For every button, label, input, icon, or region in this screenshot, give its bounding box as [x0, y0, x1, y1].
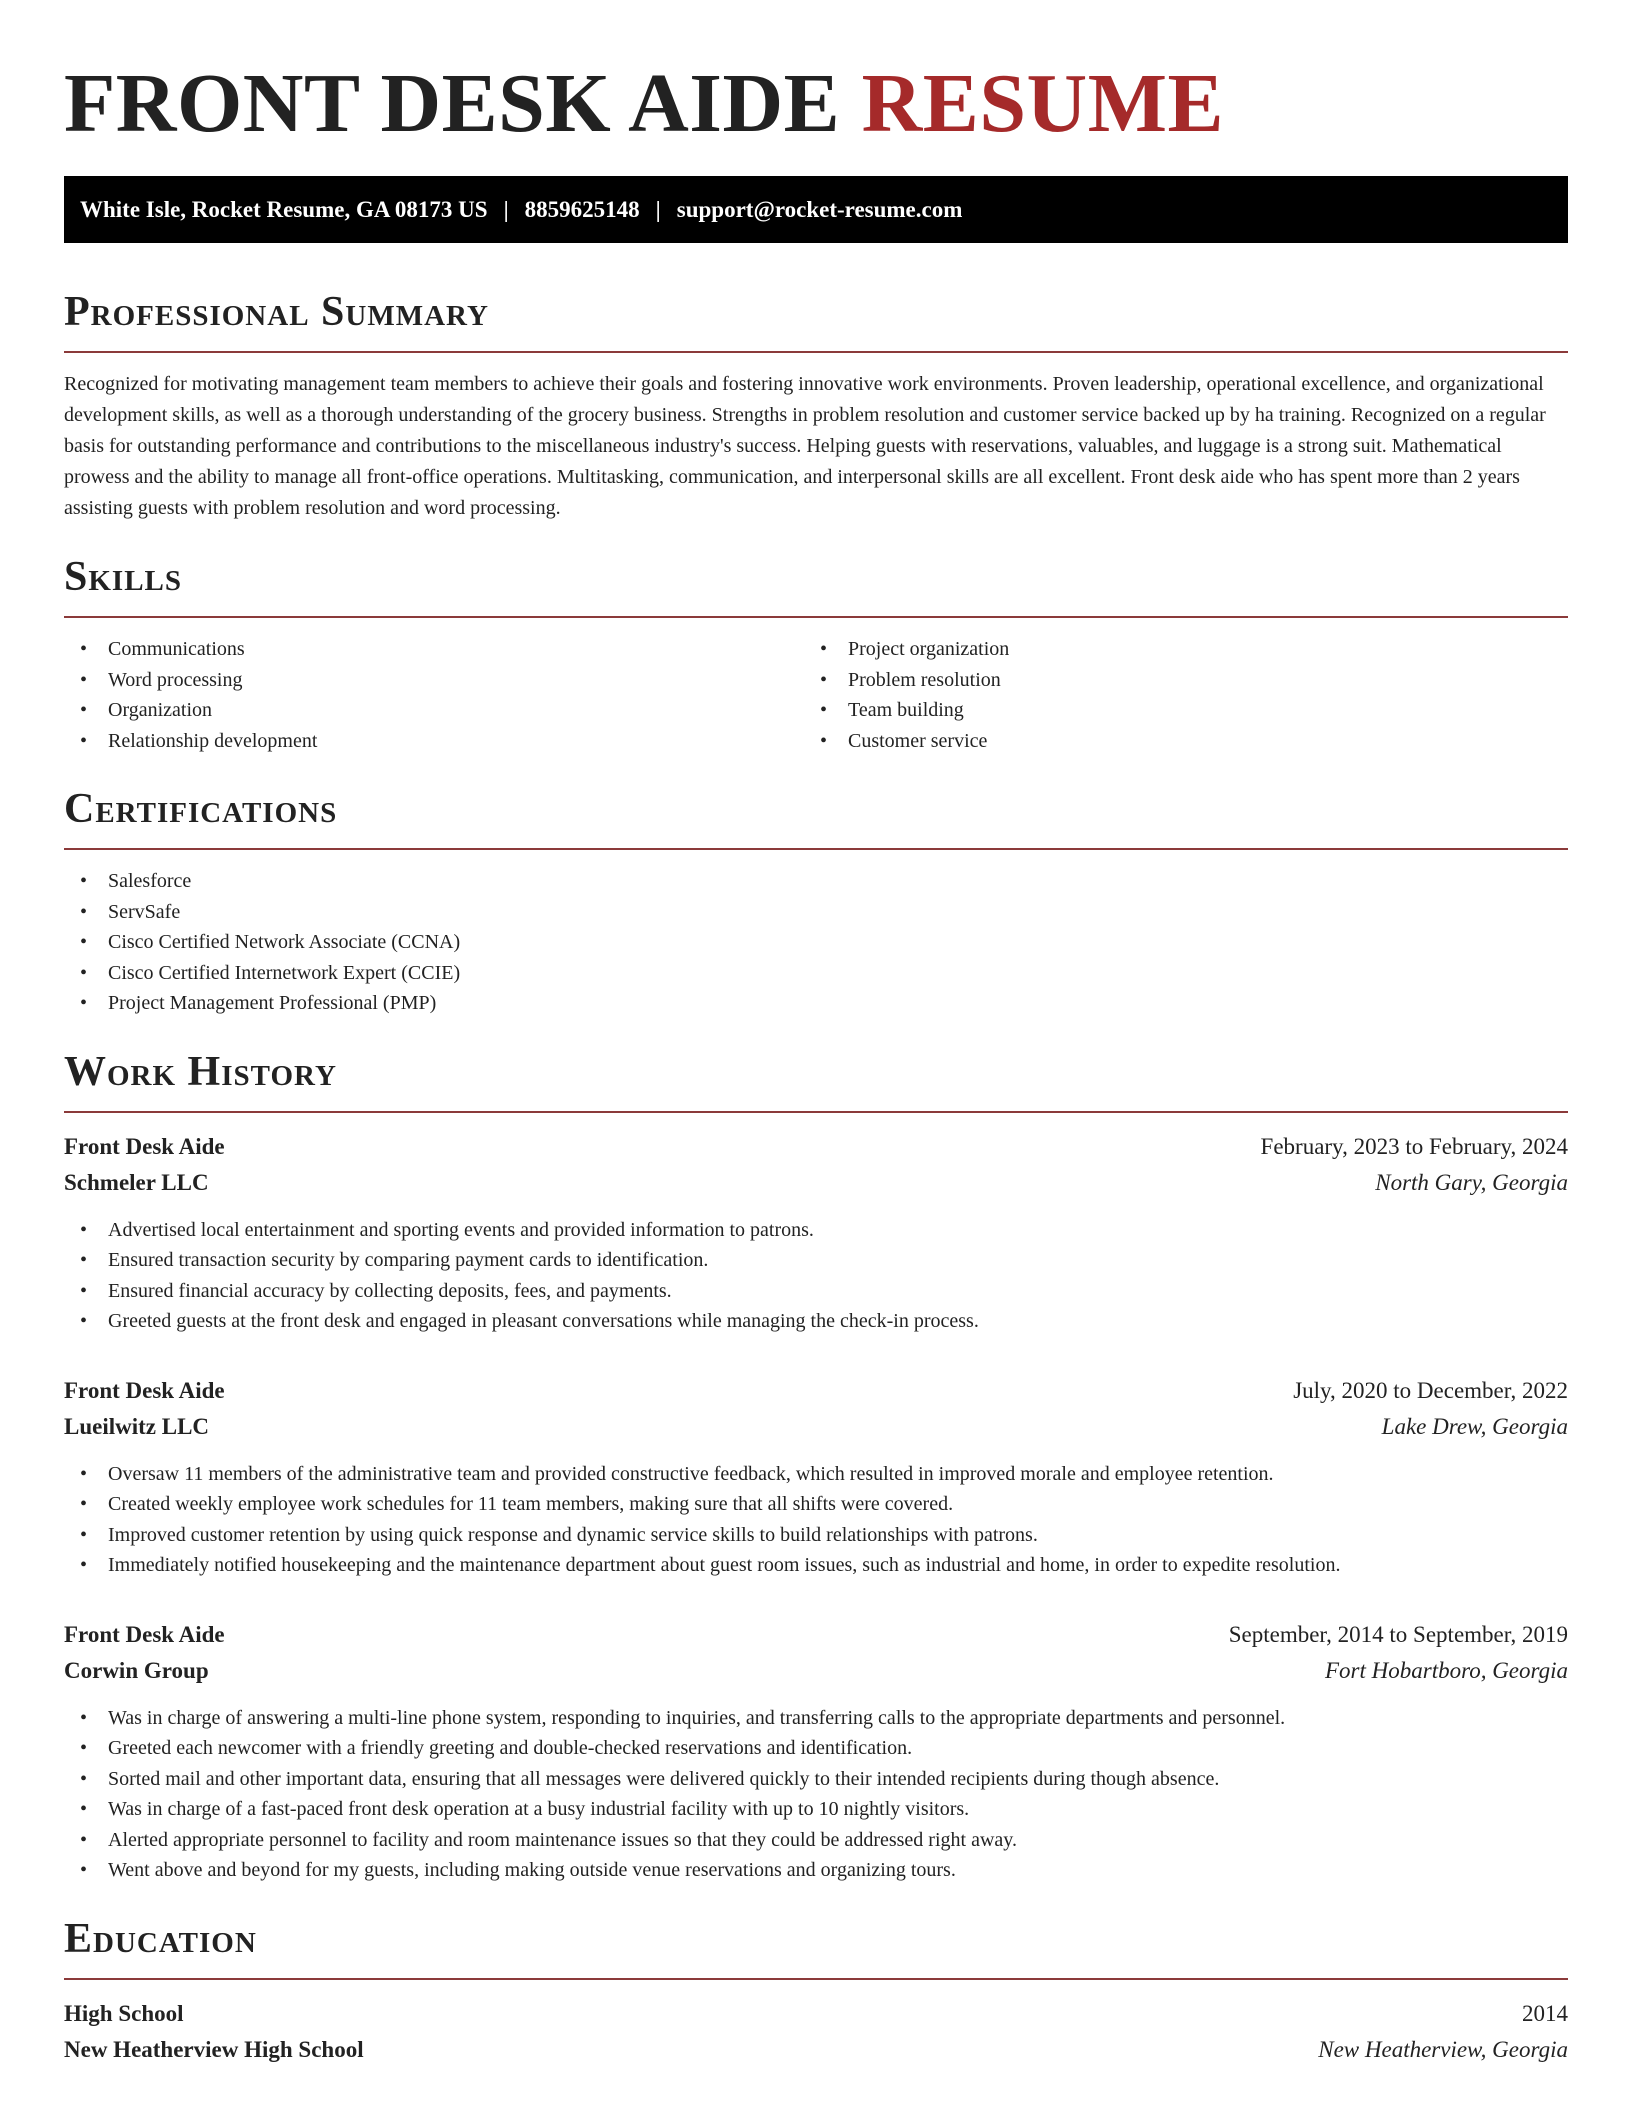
list-item: • Created weekly employee work schedules for 11 team members, making sure that all shifts were covered. — [64, 1489, 1568, 1520]
list-item: • Project organization — [804, 634, 1544, 665]
list-item: • ServSafe — [64, 897, 1568, 928]
list-item: • Salesforce — [64, 866, 1568, 897]
job-location: Lake Drew, Georgia — [1381, 1413, 1568, 1439]
title-main: FRONT DESK AIDE — [64, 57, 841, 150]
list-item: • Organization — [64, 695, 804, 726]
contact-separator: | — [503, 196, 509, 222]
job-location: Fort Hobartboro, Georgia — [1325, 1657, 1568, 1683]
list-item: • Went above and beyond for my guests, including making outside venue reservations and organizing tours. — [64, 1855, 1568, 1886]
contact-email: support@rocket-resume.com — [676, 196, 963, 222]
job-company-row — [64, 1653, 1568, 1689]
job-company-row — [64, 1165, 1568, 1201]
skills-grid — [64, 634, 1568, 756]
contact-phone: 8859625148 — [524, 196, 640, 222]
list-item: • Sorted mail and other important data, ensuring that all messages were delivered quickly to their intended recipients during though absence. — [64, 1764, 1568, 1795]
job-bullets — [64, 1459, 1568, 1581]
job-entry — [64, 1129, 1568, 1337]
list-item: • Relationship development — [64, 726, 804, 757]
list-item: • Greeted each newcomer with a friendly greeting and double-checked reservations and identification. — [64, 1733, 1568, 1764]
contact-separator: | — [655, 196, 661, 222]
section-divider — [64, 616, 1568, 618]
summary-section — [64, 285, 1568, 524]
education-school-row — [64, 2032, 1568, 2068]
section-heading-certifications: Certifications — [64, 786, 338, 832]
job-company: Schmeler LLC — [64, 1169, 209, 1195]
list-item: • Oversaw 11 members of the administrative team and provided constructive feedback, which resulted in improved morale and employee retention. — [64, 1459, 1568, 1490]
contact-address: White Isle, Rocket Resume, GA 08173 US — [80, 196, 488, 222]
job-title: Front Desk Aide — [64, 1377, 225, 1403]
section-heading-work: Work History — [64, 1048, 337, 1095]
skills-list-right — [804, 634, 1544, 756]
job-header-row — [64, 1373, 1568, 1409]
job-title: Front Desk Aide — [64, 1133, 225, 1159]
list-item: • Team building — [804, 695, 1544, 726]
list-item: • Ensured financial accuracy by collecting deposits, fees, and payments. — [64, 1276, 1568, 1307]
job-location: North Gary, Georgia — [1375, 1169, 1568, 1195]
title-accent: RESUME — [861, 57, 1225, 150]
job-header-row — [64, 1617, 1568, 1653]
list-item: • Cisco Certified Internetwork Expert (CCIE) — [64, 958, 1568, 989]
list-item: • Ensured transaction security by comparing payment cards to identification. — [64, 1245, 1568, 1276]
job-header-row — [64, 1129, 1568, 1165]
education-school: New Heatherview High School — [64, 2036, 364, 2062]
section-divider — [64, 1111, 1568, 1113]
list-item: • Greeted guests at the front desk and engaged in pleasant conversations while managing the check-in process. — [64, 1306, 1568, 1337]
list-item: • Customer service — [804, 726, 1544, 757]
contact-bar — [64, 176, 1568, 243]
work-section — [64, 1045, 1568, 1886]
job-entry — [64, 1617, 1568, 1886]
education-section — [64, 1912, 1568, 2068]
list-item: • Was in charge of answering a multi-line phone system, responding to inquiries, and transferring calls to the appropriate departments and personnel. — [64, 1703, 1568, 1734]
list-item: • Communications — [64, 634, 804, 665]
certifications-list — [64, 866, 1568, 1019]
certifications-section — [64, 782, 1568, 1019]
section-divider — [64, 351, 1568, 353]
resume-title — [64, 56, 1568, 152]
education-year: 2014 — [1522, 2000, 1568, 2026]
job-title: Front Desk Aide — [64, 1621, 225, 1647]
list-item: • Alerted appropriate personnel to facility and room maintenance issues so that they could be addressed right away. — [64, 1825, 1568, 1856]
list-item: • Word processing — [64, 665, 804, 696]
list-item: • Project Management Professional (PMP) — [64, 988, 1568, 1019]
skills-list-left — [64, 634, 804, 756]
job-company: Corwin Group — [64, 1657, 209, 1683]
education-degree: High School — [64, 2000, 184, 2026]
education-header-row — [64, 1996, 1568, 2032]
list-item: • Advertised local entertainment and sporting events and provided information to patrons. — [64, 1215, 1568, 1246]
job-dates: July, 2020 to December, 2022 — [1293, 1377, 1568, 1403]
job-company-row — [64, 1409, 1568, 1445]
section-heading-education: Education — [64, 1915, 257, 1962]
list-item: • Immediately notified housekeeping and the maintenance department about guest room issues, such as industrial and home, in order to expedite resolution. — [64, 1550, 1568, 1581]
section-divider — [64, 848, 1568, 850]
job-bullets — [64, 1215, 1568, 1337]
summary-text: Recognized for motivating management team members to achieve their goals and fostering innovative work environments. Proven leadership, operational excellence, and organizational development skills, as well as a thorough understanding of the grocery business. Strengths in problem resolution and customer service backed up by ha training. Recognized on a regular basis for outstanding performance and contributions to the miscellaneous industry's success. Helping guests with reservations, valuables, and luggage is a strong suit. Mathematical prowess and the ability to manage all front-office operations. Multitasking, communication, and interpersonal skills are all excellent. Front desk aide who has spent more than 2 years assisting guests with problem resolution and word processing. — [64, 373, 1546, 519]
list-item: • Problem resolution — [804, 665, 1544, 696]
job-company: Lueilwitz LLC — [64, 1413, 210, 1439]
skills-section — [64, 550, 1568, 756]
list-item: • Cisco Certified Network Associate (CCNA) — [64, 927, 1568, 958]
job-dates: February, 2023 to February, 2024 — [1260, 1133, 1568, 1159]
section-heading-summary: Professional Summary — [64, 289, 489, 335]
job-dates: September, 2014 to September, 2019 — [1228, 1621, 1568, 1647]
list-item: • Improved customer retention by using quick response and dynamic service skills to build relationships with patrons. — [64, 1520, 1568, 1551]
section-divider — [64, 1978, 1568, 1980]
list-item: • Was in charge of a fast-paced front desk operation at a busy industrial facility with up to 10 nightly visitors. — [64, 1794, 1568, 1825]
education-entry — [64, 1996, 1568, 2068]
job-bullets — [64, 1703, 1568, 1886]
job-entry — [64, 1373, 1568, 1581]
section-heading-skills: Skills — [64, 554, 183, 600]
education-location: New Heatherview, Georgia — [1318, 2036, 1568, 2062]
